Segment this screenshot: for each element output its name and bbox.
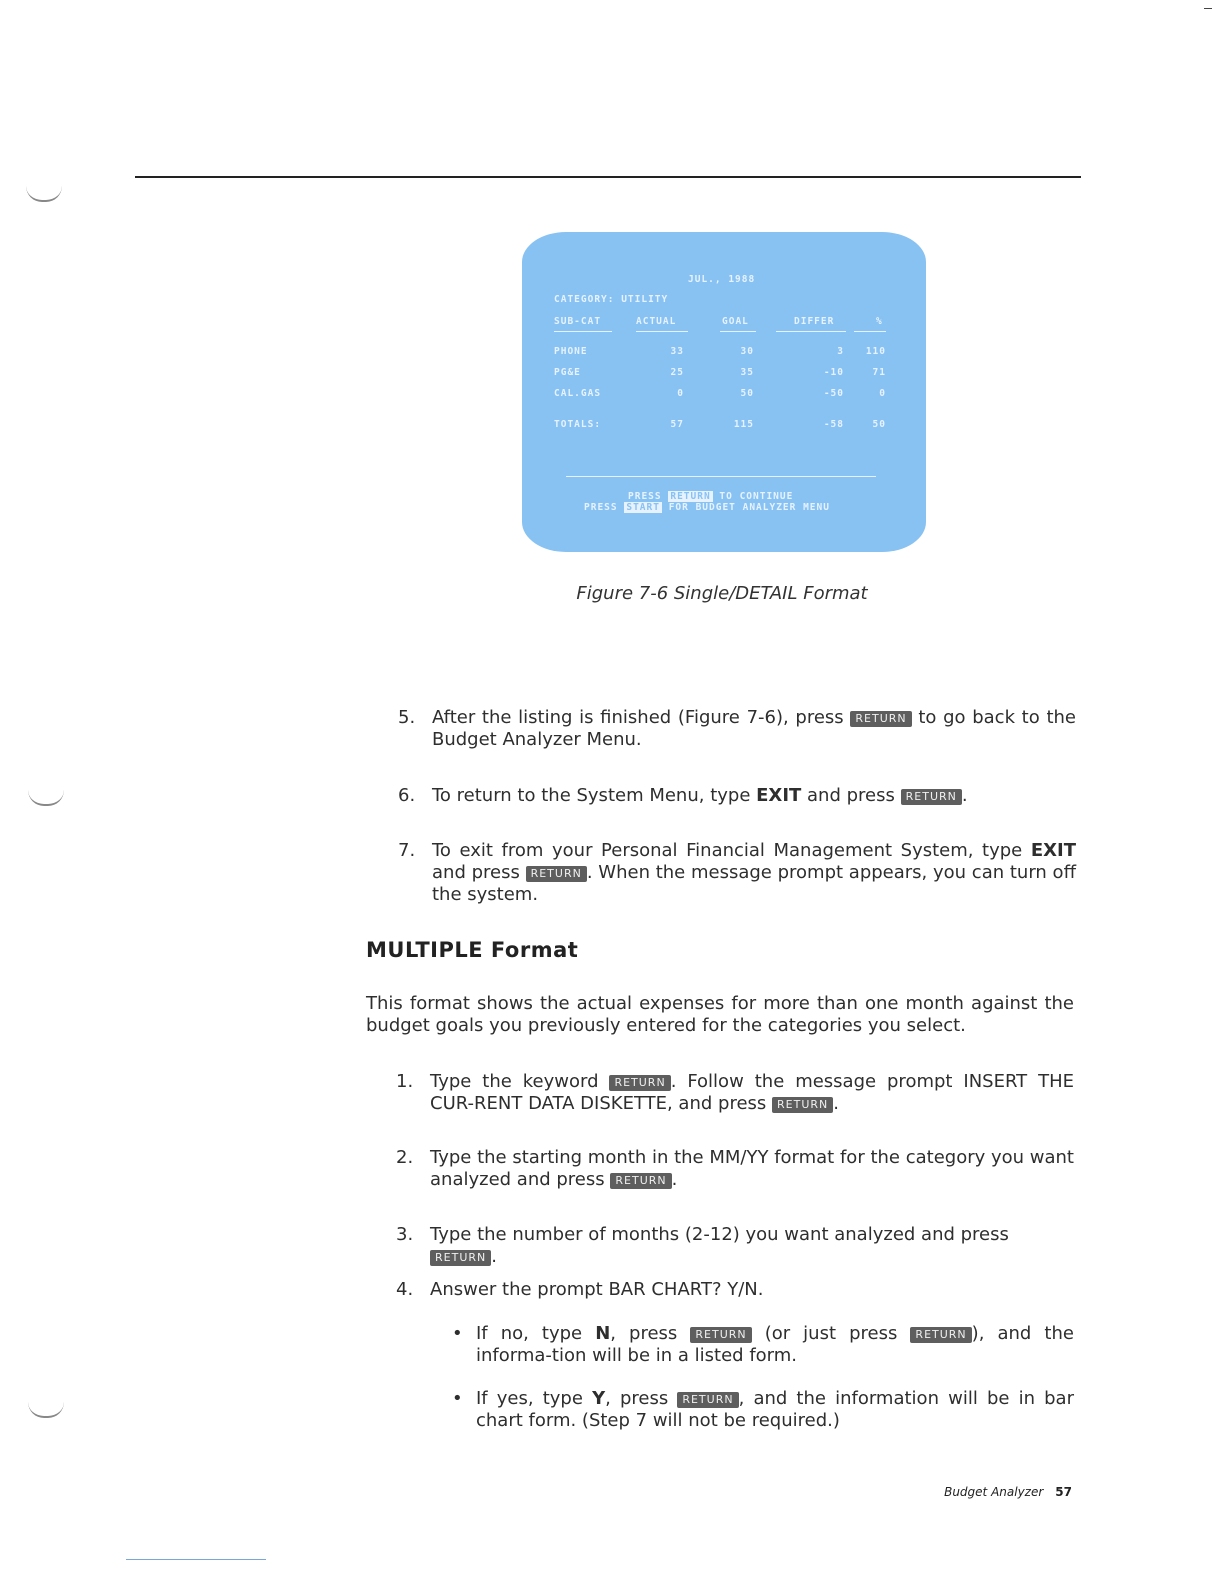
underline [720,331,756,332]
row-calgas-differ: -50 [823,388,844,399]
row-pge-name: PG&E [554,367,581,378]
step-number: 3. [396,1224,414,1245]
return-key: RETURN [610,1173,671,1189]
step-number: 7. [398,840,416,861]
return-key: RETURN [526,866,587,882]
bullet-dot: • [452,1323,463,1344]
totals-actual: 57 [670,419,684,430]
screen-date: JUL., 1988 [688,274,756,285]
page-footer [944,1485,1072,1499]
header-goal: GOAL [722,316,749,327]
row-phone-actual: 33 [670,346,684,357]
row-phone-percent: 110 [865,346,886,357]
row-calgas-name: CAL.GAS [554,388,602,399]
row-calgas-goal: 50 [740,388,754,399]
bullet-dot: • [452,1388,463,1409]
screen-figure [522,232,926,552]
top-rule [135,176,1081,178]
step-number: 2. [396,1147,414,1168]
return-key: RETURN [910,1327,971,1343]
row-pge-differ: -10 [823,367,844,378]
return-key: RETURN [850,711,911,727]
step-1-text: Type the keyword RETURN . Follow the message prompt INSERT THE CUR-RENT DATA DISKETTE, and press RETURN . [430,1071,1074,1114]
binder-hole-mark [28,790,64,806]
screen-divider [566,476,876,477]
underline [554,331,612,332]
return-key: RETURN [901,789,962,805]
press-start-line: PRESS START FOR BUDGET ANALYZER MENU [584,502,830,513]
totals-goal: 115 [733,419,754,430]
row-pge-percent: 71 [872,367,886,378]
return-key: RETURN [609,1075,670,1091]
header-percent: % [876,316,883,327]
binder-hole-mark [28,1402,64,1418]
header-actual: ACTUAL [636,316,677,327]
step-3-text: Type the number of months (2-12) you want analyzed and press RETURN . [430,1224,1009,1267]
row-phone-goal: 30 [740,346,754,357]
return-key: RETURN [677,1392,738,1408]
underline [636,331,688,332]
corner-mark [1204,8,1212,9]
step-2-text: Type the starting month in the MM/YY format for the category you want analyzed and press RETURN . [430,1147,1074,1190]
screen-category: CATEGORY: UTILITY [554,294,669,305]
return-key: RETURN [690,1327,751,1343]
row-pge-actual: 25 [670,367,684,378]
footer-title: Budget Analyzer [944,1485,1044,1499]
intro-paragraph: This format shows the actual expenses for more than one month against the budget goals you previously entered for the categories you select. [366,993,1074,1036]
bullet-yes-text: If yes, type Y, press RETURN , and the information will be in bar chart form. (Step 7 will not be required.) [476,1388,1074,1431]
step-5-text: After the listing is finished (Figure 7-6), press RETURN to go back to the Budget Analyzer Menu. [432,707,1076,750]
totals-percent: 50 [872,419,886,430]
row-calgas-actual: 0 [677,388,684,399]
step-number: 4. [396,1279,414,1300]
return-key: RETURN [430,1250,491,1266]
row-calgas-percent: 0 [879,388,886,399]
underline [776,331,846,332]
press-return-line: PRESS RETURN TO CONTINUE [628,491,794,502]
figure-caption: Figure 7-6 Single/DETAIL Format [576,583,868,604]
return-key: RETURN [772,1097,833,1113]
bullet-no-text: If no, type N, press RETURN (or just press RETURN ), and the informa-tion will be in a listed form. [476,1323,1074,1366]
header-subcat: SUB-CAT [554,316,602,327]
page-number: 57 [1055,1485,1072,1499]
step-4-text: Answer the prompt BAR CHART? Y/N. [430,1279,764,1300]
step-7-text: To exit from your Personal Financial Management System, type EXIT and press RETURN . When the message prompt appears, you can turn off the system. [432,840,1076,905]
header-differ: DIFFER [794,316,835,327]
step-6-text: To return to the System Menu, type EXIT and press RETURN . [432,785,968,806]
row-pge-goal: 35 [740,367,754,378]
totals-differ: -58 [823,419,844,430]
totals-label: TOTALS: [554,419,602,430]
section-heading: MULTIPLE Format [366,938,579,962]
row-phone-name: PHONE [554,346,588,357]
bottom-rule [126,1559,266,1560]
step-number: 5. [398,707,416,728]
binder-hole-mark [26,186,62,202]
step-number: 1. [396,1071,414,1092]
step-number: 6. [398,785,416,806]
underline [854,331,886,332]
row-phone-differ: 3 [837,346,844,357]
